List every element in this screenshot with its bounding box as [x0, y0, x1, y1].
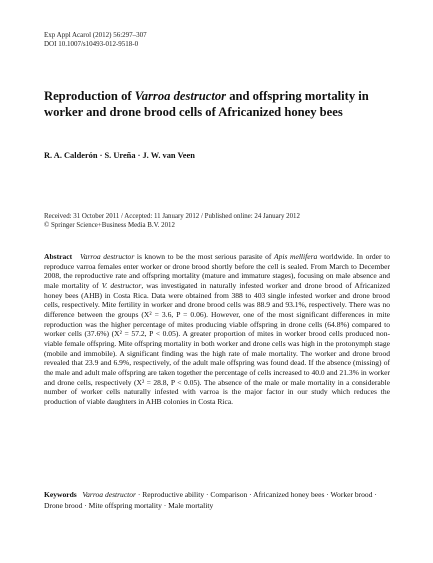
- abstract-label: Abstract: [44, 252, 73, 261]
- title-part-1: Reproduction of: [44, 89, 135, 103]
- abstract: [44, 252, 390, 407]
- abstract-species-1: Varroa destructor: [79, 252, 135, 261]
- keyword-species: Varroa destructor: [82, 490, 136, 499]
- author-list: R. A. Calderón · S. Ureña · J. W. van Veen: [44, 151, 195, 160]
- copyright-line: © Springer Science+Business Media B.V. 2012: [44, 222, 175, 229]
- title-species: Varroa destructor: [134, 89, 227, 103]
- abstract-species-2: Apis mellifera: [274, 252, 318, 261]
- abstract-text-2: worldwide. In order to reproduce varroa females enter worker or drone brood shortly before the cell is sealed. From March to December 2008, the reproductive rate and offspring mortality (mature and immature stages), focusing on male absence and male mortality of: [44, 252, 390, 290]
- doi: DOI 10.1007/s10493-012-9518-0: [44, 40, 139, 48]
- abstract-species-3: V. destructor: [101, 280, 142, 290]
- article-title: [44, 89, 404, 120]
- received-accepted-dates: Received: 31 October 2011 / Accepted: 11 January 2012 / Published online: 24 January 2012: [44, 213, 300, 220]
- keywords: [44, 490, 390, 511]
- abstract-text-1: is known to be the most serious parasite of: [134, 252, 274, 261]
- keywords-list: · Reproductive ability · Comparison · Africanized honey bees · Worker brood · Drone brood · Mite offspring mortality · Male mortality: [44, 490, 377, 510]
- keywords-label: Keywords: [44, 490, 77, 499]
- publication-history: [44, 212, 300, 230]
- journal-header: [44, 31, 147, 49]
- journal-citation: Exp Appl Acarol (2012) 56:297–307: [44, 31, 147, 39]
- title-part-2: and offspring mortality in worker and drone brood cells of Africanized honey bees: [44, 89, 369, 119]
- abstract-text-3: , was investigated in naturally infested worker and drone brood of Africanized honey bees (AHB) in Costa Rica. Data were obtained from 388 to 403 single infested worker and drone brood cells, respectively. Mite fertility in worker and drone brood cells was 88.9 and 93.1%, respectively. There was no difference between the groups (X² = 3.6, P = 0.06). However, one of the most significant differences in mite reproduction was the higher percentage of mites producing viable offspring in drone cells (64.8%) compared to worker cells (37.6%) (X² = 57.2, P < 0.05). A greater proportion of mites in worker brood cells produced non-viable female offspring. Mite offspring mortality in both worker and drone cells was high in the protonymph stage (mobile and immobile). A significant finding was the high rate of male mortality. The worker and drone brood revealed that 23.9 and 6.9%, respectively, of the adult male offspring was found dead. If the absence (missing) of the male and adult male offspring are taken together the percentage of cells increased to 40.0 and 21.3% in worker and drone cells, respectively (X² = 28.8, P < 0.05). The absence of the male or male mortality in a considerable number of worker cells naturally infested with varroa is the major factor in our study which reduces the production of viable daughters in AHB colonies in Costa Rica.: [44, 280, 391, 406]
